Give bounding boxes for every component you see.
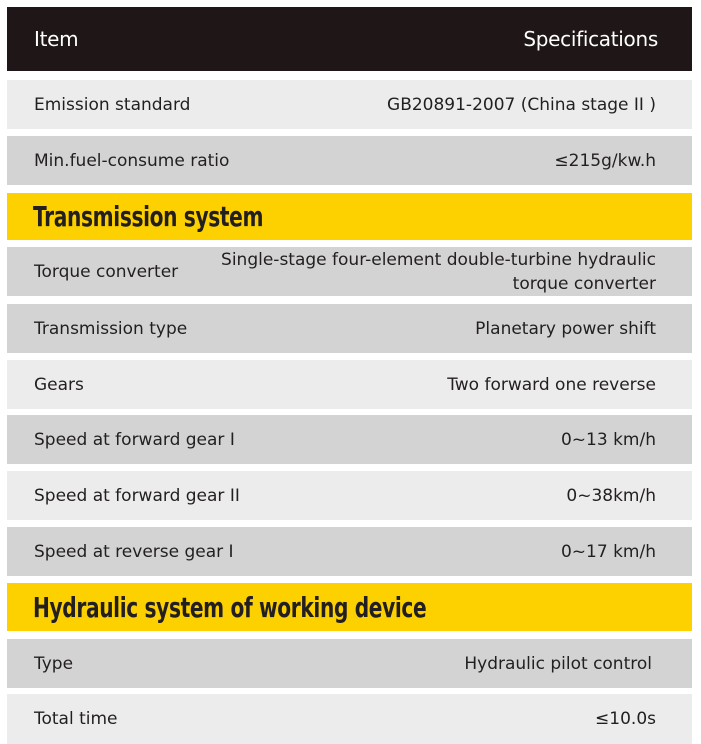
table-row — [7, 694, 692, 744]
table-row — [7, 136, 692, 185]
header-item: Item — [34, 27, 79, 51]
row-label: Speed at forward gear II — [34, 485, 240, 506]
table-row — [7, 360, 692, 409]
row-value: Two forward one reverse — [447, 374, 656, 395]
table-row — [7, 471, 692, 520]
table-row — [7, 527, 692, 576]
row-value-line2: torque converter — [512, 273, 656, 294]
section-title: Hydraulic system of working device — [33, 590, 427, 624]
section-header-transmission — [7, 193, 692, 240]
section-header-hydraulic — [7, 583, 692, 631]
row-value: ≤215g/kw.h — [554, 150, 656, 171]
table-row — [7, 639, 692, 688]
table-header — [7, 7, 692, 71]
row-value-line1: Single-stage four-element double-turbine hydraulic — [221, 249, 656, 270]
row-value: 0~17 km/h — [560, 541, 656, 562]
row-label: Type — [34, 653, 74, 674]
row-label: Min.fuel-consume ratio — [34, 150, 230, 171]
row-value: Hydraulic pilot control — [464, 653, 652, 674]
row-label: Gears — [34, 374, 84, 395]
table-row — [7, 415, 692, 464]
row-value: 0~13 km/h — [560, 429, 656, 450]
row-label: Torque converter — [34, 261, 179, 282]
row-label: Speed at forward gear I — [34, 429, 235, 450]
row-value: GB20891-2007 (China stage II ) — [387, 94, 656, 115]
section-title: Transmission system — [33, 200, 264, 233]
row-label: Transmission type — [34, 318, 188, 339]
row-label: Speed at reverse gear I — [34, 541, 234, 562]
table-row — [7, 80, 692, 129]
header-specifications: Specifications — [523, 27, 658, 51]
row-label: Total time — [34, 709, 118, 729]
row-label: Emission standard — [34, 94, 191, 115]
row-value — [221, 248, 656, 296]
table-row — [7, 304, 692, 353]
row-value: 0~38km/h — [566, 485, 656, 506]
row-value: Planetary power shift — [475, 318, 656, 339]
table-row — [7, 247, 692, 296]
row-value: ≤10.0s — [595, 709, 656, 729]
